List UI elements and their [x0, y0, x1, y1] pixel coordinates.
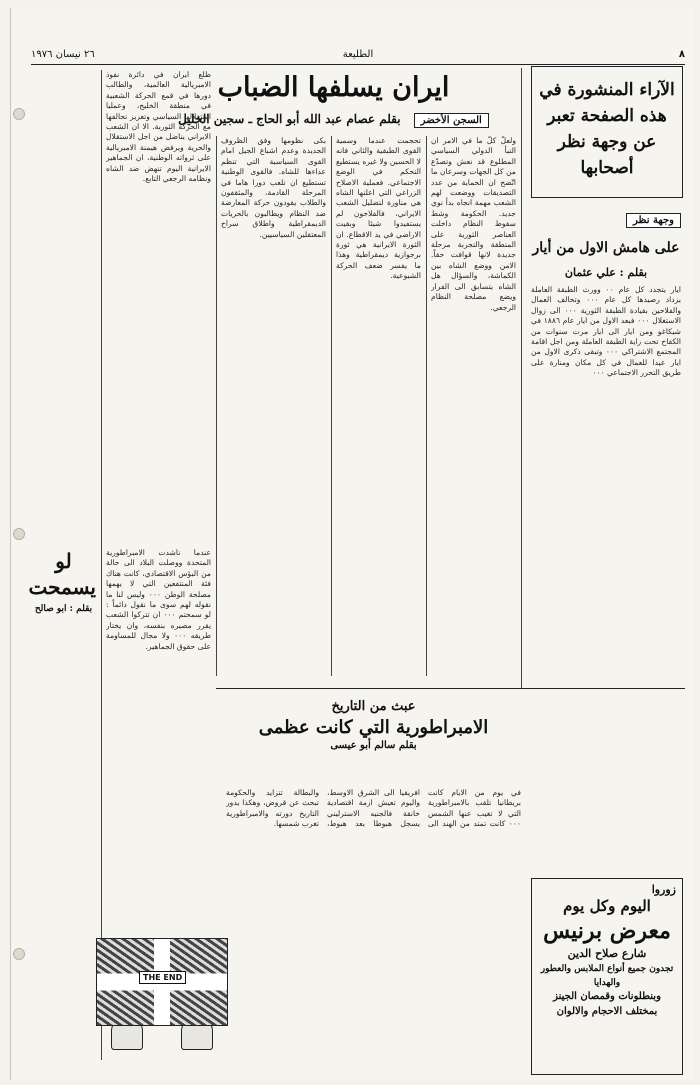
flag-illustration — [111, 938, 211, 1058]
opinion-disclaimer-text: الآراء المنشورة في هذه الصفحة تعبر عن وجهة نظر أصحابها — [539, 80, 675, 178]
main-article-column-3: بكى نظومها وفق الظروف الجديدة وعدم اشباع الجيل امام القوى السياسية التي تنظم عداءها للشاه. فالقوى الوطنية تستطيع ان تلعب دورا هاما في المرحلة القادمة، والمثقفون والطلاب يقودون حركة المعارضة ضد النظام ويطالبون بالحريات الديمقراطية واطلاق سراح المعتقلين السياسيين. — [221, 136, 326, 239]
main-article-title: ايران يسلفها الضباب — [217, 72, 450, 103]
ad-line-2: وبنطلونات وقمصان الجينز — [553, 991, 661, 1002]
viewpoint-body: ايار يتجدد كل عام ٠٠ وورث الطبقة العاملة يزداد رصيدها كل عام ٠٠٠ وتحالف العمال والفلاحين بقيادة الطبقة الثورية ٠٠٠ الى زوال الاستغلال ٠٠٠ فبعد الاول من ايار عام ١٨٨٦ في شيكاغو ومن ايار الى ايار مرت سنوات من الكفاح تحت راية الطبقة العاملة ومن اجل اقامة المجتمع الاشتراكي ٠٠٠ وتبقى ذكرى الاول من ايار عيدا للعمال في كل مكان ومنارة على طريق التحرر الاجتماعي ٠٠٠ — [531, 285, 681, 378]
history-title: الامبراطورية التي كانت عظمى — [258, 717, 489, 738]
history-kicker: عبث من التاريخ — [331, 699, 416, 714]
left-column-body: عندما ناشدت الامبراطورية المتحدة ووصلت البلاد الى حالة من البؤس الاقتصادي، كانت هناك فئة المنتفعين التي لا يهمها مصلحة الوطن ٠٠٠ وليس لنا ما نقوله لهم سوى ما نقول دائماً : لو سمحتم ٠٠٠ ان تتركوا الشعب يقرر مصيره بنفسه، وان يختار طريقه ٠٠٠ ولا مجال للمساومة على حقوق الجماهير. — [106, 548, 211, 651]
advertisement-box — [531, 878, 683, 1075]
main-article-byline: بقلم عصام عبد الله أبو الحاج ـ سجين الخليل — [178, 112, 401, 126]
history-article-body: في يوم من الايام كانت بريطانيا تلقب بالامبراطورية التي لا تغيب عنها الشمس ٠٠٠ كانت تمتد من الهند الى افريقيا الى الشرق الاوسط، واليوم تعيش ازمة اقتصادية خانقة فالجنيه الاسترليني يسجل هبوطا بعد هبوط، والبطالة تتزايد والحكومة تبحث عن قروض، وهكذا يدور التاريخ دورته والامبراطورية تغرب شمسها. — [226, 788, 521, 829]
page-header — [31, 48, 685, 65]
publication-name: الطليعة — [342, 49, 374, 60]
main-article-column-1: ولعلّ كلّ ما في الامر ان النبأ الدولي السياسي المطلوع قد نعش وتصدّع من كل الجهات وسرعان ما اتّضح ان الحماية من عدد التصديقات ووضعت لهم الشعب مهمة انجاه بدأ نوي جديد. الحكومة وشط سقوط النظام داخلت العناصر الثورية على المنطقة والتجربة مرحلة جديدة لانها قوافت حقاً. الامن ووضع الشاه بين الكماشة، والسؤال هل الشاه يتسابق الى الفرار ويضع مصلحة النظام الرجعي. — [431, 136, 516, 312]
viewpoint-title: على هامش الاول من أيار — [532, 240, 680, 256]
main-article-badge: السجن الأخضر — [414, 113, 489, 128]
ad-street: شارع صلاح الدين — [567, 947, 647, 960]
ad-store-name: معرض برنيس — [543, 918, 671, 944]
ad-headline: اليوم وكل يوم — [563, 897, 651, 915]
main-article-column-2: تحجمت عندما وسمية القوى الطبقية والثاني فانه لا الحسين ولا غيره يستطيع التحكم في الوضع الاجتماعي. فعملية الاصلاح الزراعي التي اعلنها الشاه هي مناورة لتضليل الشعب الايراني، فالفلاحون لم يستفيدوا شيئا وبقيت الاراضي في يد الاقطاع. ان الثورة الايرانية هي ثورة برجوازية ديمقراطية وهذا ما يفسر ضعف الحركة الشيوعية. — [336, 136, 421, 281]
viewpoint-byline: بقلم : علي عثمان — [564, 266, 648, 279]
page-number: ٨ — [678, 49, 685, 60]
history-byline: بقلم سالم أبو عيسى — [330, 740, 417, 751]
left-column-title: لو يسمحت — [28, 549, 96, 599]
ad-top-line: زوروا — [651, 883, 676, 896]
viewpoint-badge: وجهة نظر — [626, 213, 681, 228]
left-column-piece — [28, 548, 96, 1058]
issue-date: ٢٦ نيسان ١٩٧٦ — [31, 49, 95, 60]
history-article-header — [226, 698, 521, 768]
flag-end-text: THE END — [139, 971, 186, 984]
left-column-byline: بقلم : ابو صالح — [34, 604, 93, 614]
viewpoint-article — [531, 208, 681, 678]
opinion-disclaimer-box — [531, 66, 683, 198]
ad-footer: بمختلف الاحجام والالوان — [556, 1006, 658, 1017]
ad-line-1: تجدون جميع أنواع الملابس والعطور والهدايا — [540, 964, 674, 988]
main-article-column-4: طلع ايران في دائرة نفوذ الامبريالية العالمية، والطالب دورها في قمع الحركة الشعبية في منطقة الخليج، وعمليا استغلالها السياسي وتعزيز تحالفها مع الحركة الثورية. الا ان الشعب الايراني يناضل من اجل الاستقلال والحرية ويرفض هيمنة الامبريالية على ثرواته الوطنية، ان الجماهير الايرانية اليوم تنهض ضد الشاه ونظامه الرجعي التابع. — [106, 70, 211, 184]
newspaper-page — [10, 8, 693, 1080]
